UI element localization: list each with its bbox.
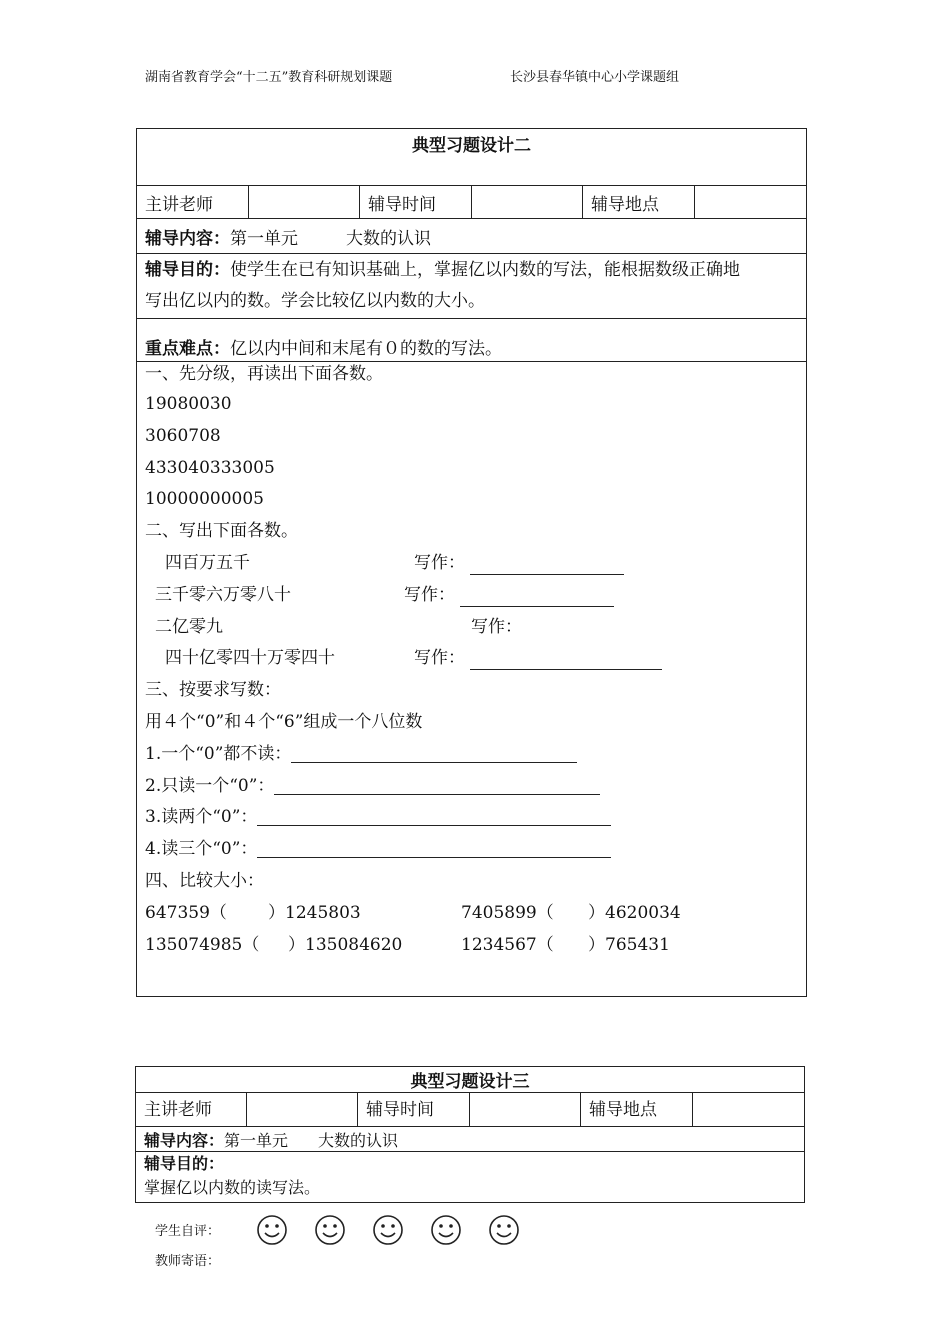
section-3-intro: 用４个“0”和４个“6”组成一个八位数 [145,711,423,732]
write-label: 写作： [471,616,522,637]
teacher-field[interactable] [249,186,360,219]
compare-left-b: 7405899（ [461,902,554,923]
read-number-2: 3060708 [145,425,221,446]
goal-text-1: 使学生在已有知识基础上，掌握亿以内数的写法，能根据数级正确地 [230,260,740,280]
write-label: 写作： [414,648,465,669]
read-number-1: 19080030 [145,394,232,414]
content-row [137,219,807,254]
number-task-1 [145,739,798,771]
compare-left-a: 135074985（ [145,934,260,955]
number-task-2 [145,771,798,803]
key-label: 重点难点： [145,339,230,359]
content-label: 辅导内容： [144,1130,225,1150]
smiley-face-icon[interactable] [256,1214,288,1246]
task-text: 3.读两个“0”： [145,807,258,828]
teacher-field[interactable] [247,1093,358,1127]
write-item-text: 四百万五千 [165,552,250,573]
compare-left-b: 1234567（ [461,934,554,955]
teacher-label: 主讲老师 [137,186,249,219]
exercise-area [137,362,807,997]
content-unit: 第一单元 [224,1130,289,1150]
place-field[interactable] [695,186,807,219]
section-4-title: 四、比较大小： [145,870,264,891]
read-number-4: 10000000005 [145,489,264,510]
content-topic: 大数的认识 [318,1130,399,1150]
task-text: 1.一个“0”都不读： [145,743,292,764]
exercise-sheet-2 [136,128,807,997]
write-item-3 [145,612,798,644]
write-label: 写作： [404,584,455,605]
answer-blank[interactable] [470,554,624,575]
task-text: 2.只读一个“0”： [145,775,275,796]
goal-text: 掌握亿以内数的读写法。 [144,1178,321,1197]
compare-right-b: ）4620034 [588,902,681,923]
time-field[interactable] [470,1093,581,1127]
content-unit: 第一单元 [230,228,298,249]
goal-label: 辅导目的： [144,1154,225,1173]
goal-row [136,1152,805,1203]
goal-row [137,254,807,319]
write-item-text: 三千零六万零八十 [155,584,291,605]
place-label: 辅导地点 [583,186,695,219]
smiley-face-icon[interactable] [372,1214,404,1246]
sheet-title: 典型习题设计二 [137,129,807,186]
time-field[interactable] [472,186,583,219]
time-label: 辅导时间 [358,1093,470,1127]
compare-row-1 [145,898,798,930]
answer-blank[interactable] [460,586,614,607]
section-3-title: 三、按要求写数： [145,680,281,701]
smiley-face-icon[interactable] [430,1214,462,1246]
content-label: 辅导内容： [145,228,230,249]
header-school-group: 长沙县春华镇中心小学课题组 [510,70,680,85]
compare-right-a: ）135084620 [288,934,403,955]
answer-blank[interactable] [257,805,611,826]
write-item-text: 二亿零九 [155,616,223,637]
key-text: 亿以内中间和末尾有０的数的写法。 [230,339,502,359]
answer-blank[interactable] [291,742,577,763]
goal-label: 辅导目的： [145,260,230,280]
content-topic: 大数的认识 [346,228,431,249]
exercise-sheet-3 [135,1066,805,1203]
compare-row-2 [145,930,798,962]
key-points-row [137,319,807,362]
answer-blank[interactable] [257,837,611,858]
number-task-4 [145,834,798,866]
compare-right-b: ）765431 [588,934,670,955]
write-item-2 [145,580,798,612]
task-text: 4.读三个“0”： [145,839,258,860]
smiley-face-icon[interactable] [488,1214,520,1246]
place-label: 辅导地点 [581,1093,693,1127]
write-item-4 [145,643,798,675]
goal-text-2: 写出亿以内的数。学会比较亿以内数的大小。 [145,291,485,311]
smiley-face-icon[interactable] [314,1214,346,1246]
write-item-text: 四十亿零四十万零四十 [165,648,335,669]
header-project-title: 湖南省教育学会“十二五”教育科研规划课题 [145,70,393,85]
teacher-label: 主讲老师 [136,1093,247,1127]
teacher-message-label: 教师寄语： [155,1254,221,1269]
number-task-3 [145,802,798,834]
answer-blank[interactable] [470,649,662,670]
time-label: 辅导时间 [360,186,472,219]
write-label: 写作： [414,552,465,573]
compare-left-a: 647359（ [145,902,227,923]
section-1-title: 一、先分级，再读出下面各数。 [145,364,383,384]
place-field[interactable] [693,1093,805,1127]
answer-blank[interactable] [274,774,600,795]
content-row [136,1127,805,1152]
sheet-title: 典型习题设计三 [136,1067,805,1093]
read-number-3: 433040333005 [145,457,275,478]
student-self-eval-label: 学生自评： [155,1224,221,1239]
write-item-1 [145,548,798,580]
section-2-title: 二、写出下面各数。 [145,521,298,542]
compare-right-a: ）1245803 [268,902,361,923]
